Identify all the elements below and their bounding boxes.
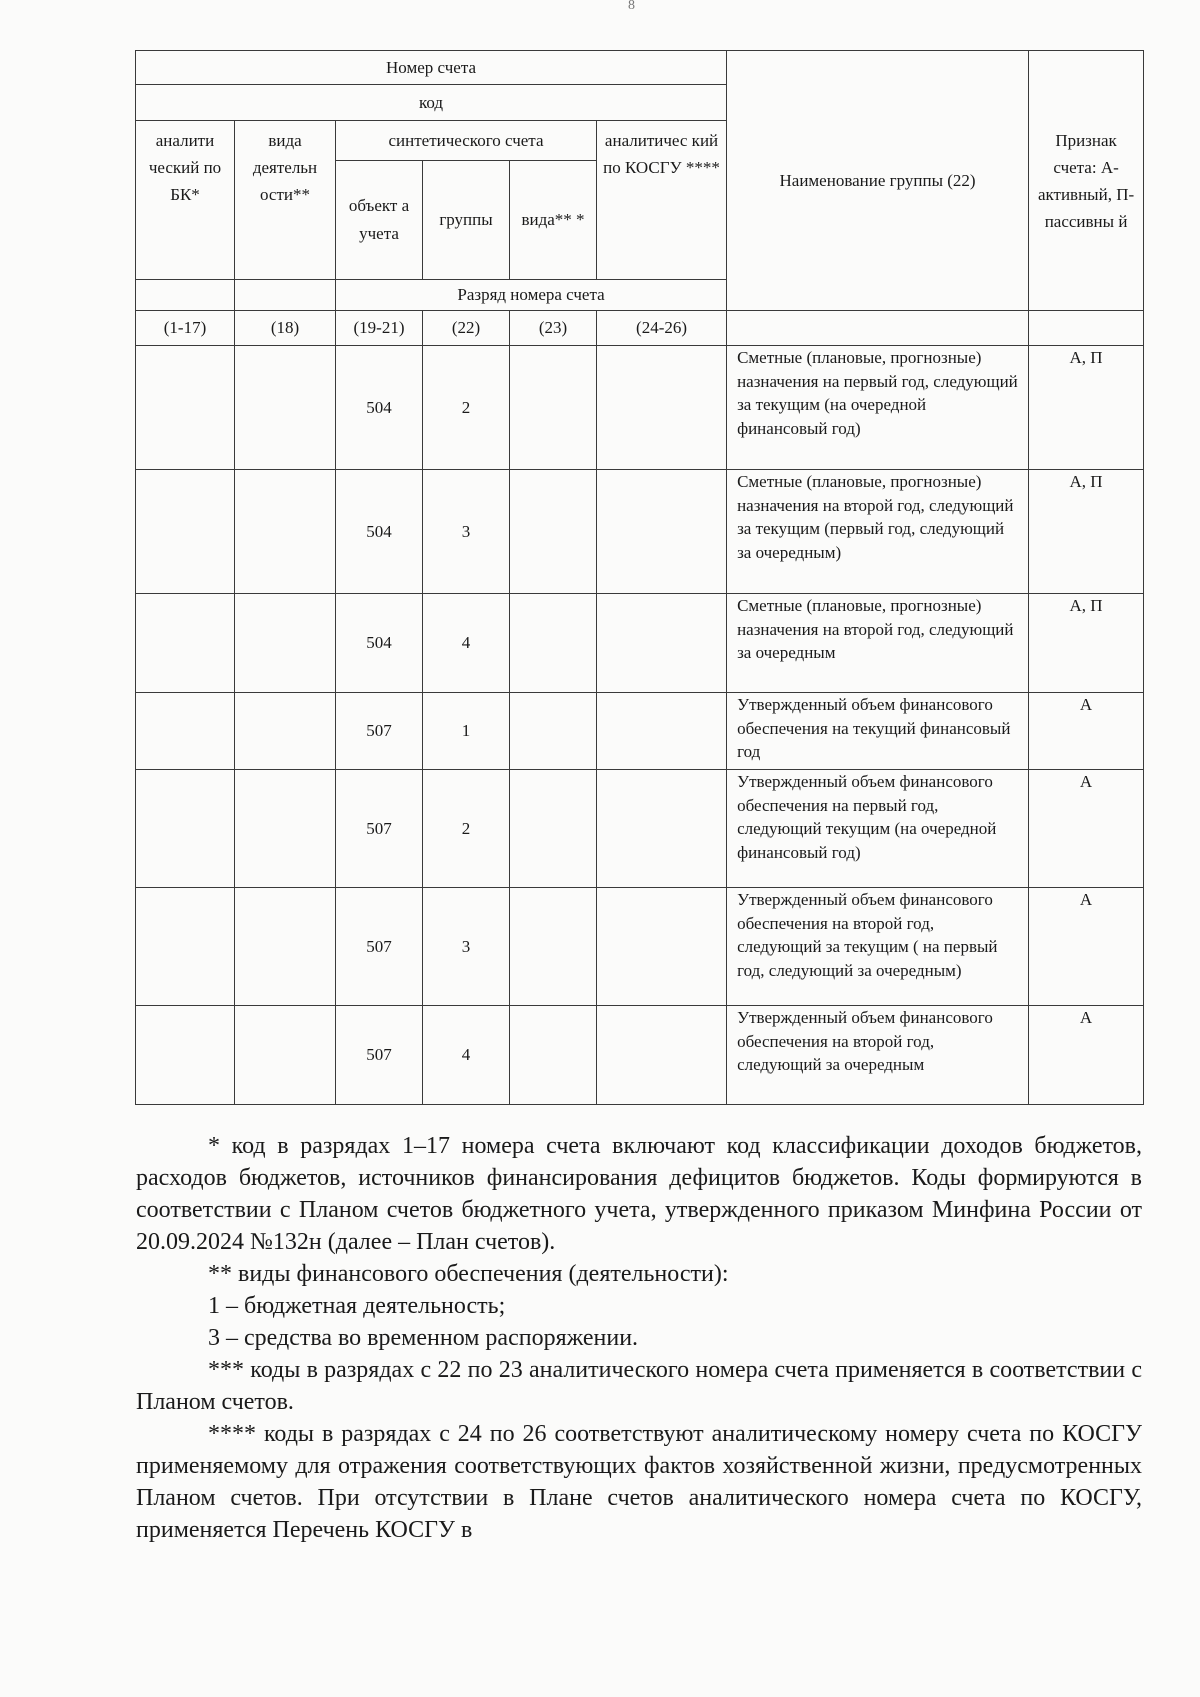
object-cell: 507: [336, 770, 423, 888]
digit-cell: (24-26): [597, 311, 727, 346]
header-blank-cell: [136, 280, 235, 311]
footnote: *** коды в разрядах с 22 по 23 аналитического номера счета применяется в соответствии с Планом счетов.: [136, 1357, 1142, 1415]
digit-cell: (23): [510, 311, 597, 346]
header-accounting-object: объект а учета: [336, 161, 423, 280]
footnote: ** виды финансового обеспечения (деятельности):: [208, 1261, 729, 1287]
group-cell: 4: [423, 1006, 510, 1105]
account-plan-table: [135, 50, 1144, 1105]
object-cell: 507: [336, 693, 423, 770]
sign-cell: А, П: [1029, 346, 1144, 470]
sign-cell: А: [1029, 888, 1144, 1006]
object-cell: 504: [336, 594, 423, 693]
footnotes: [136, 1130, 1142, 1546]
table-row: [136, 770, 1144, 888]
digit-cell: (1-17): [136, 311, 235, 346]
sign-cell: А, П: [1029, 470, 1144, 594]
footnote: **** коды в разрядах с 24 по 26 соответствуют аналитическому номеру счета по КОСГУ применяемому для отражения соответствующих фактов хозяйственной жизни, предусмотренных Планом счетов. При отсутствии в Плане счетов аналитического номера счета по КОСГУ, применяется Перечень КОСГУ в: [136, 1421, 1142, 1543]
page-number: 8: [628, 0, 635, 13]
footnote: 1 – бюджетная деятельность;: [208, 1293, 506, 1319]
group-name-cell: Утвержденный объем финансового обеспечения на текущий финансовый год: [727, 693, 1029, 770]
group-name-cell: Сметные (плановые, прогнозные) назначения на второй год, следующий за текущим (первый год, следующий за очередным): [727, 470, 1029, 594]
group-name-cell: Сметные (плановые, прогнозные) назначения на второй год, следующий за очередным: [727, 594, 1029, 693]
header-synthetic-account: синтетического счета: [336, 121, 597, 161]
header-account-number: Номер счета: [136, 51, 727, 85]
group-name-cell: Утвержденный объем финансового обеспечения на первый год, следующий текущим (на очередной финансовый год): [727, 770, 1029, 888]
table-row: [136, 470, 1144, 594]
sign-cell: А: [1029, 1006, 1144, 1105]
sign-cell: А, П: [1029, 594, 1144, 693]
header-digit-label: Разряд номера счета: [336, 280, 727, 311]
table-row: [136, 594, 1144, 693]
footnote: * код в разрядах 1–17 номера счета включают код классификации доходов бюджетов, расходов бюджетов, источников финансирования дефицитов бюджетов. Коды формируются в соответствии с Планом счетов бюджетного учета, утвержденного приказом Минфина России от 20.09.2024 №132н (далее – План счетов).: [136, 1133, 1142, 1255]
header-group-name: Наименование группы (22): [727, 51, 1029, 311]
header-analytic-bk: аналити ческий по БК*: [136, 121, 235, 280]
header-group: группы: [423, 161, 510, 280]
sign-cell: А: [1029, 770, 1144, 888]
object-cell: 507: [336, 1006, 423, 1105]
group-cell: 3: [423, 470, 510, 594]
group-cell: 3: [423, 888, 510, 1006]
digit-cell: (22): [423, 311, 510, 346]
digit-cell: [727, 311, 1029, 346]
group-cell: 1: [423, 693, 510, 770]
group-name-cell: Утвержденный объем финансового обеспечения на второй год, следующий за текущим ( на первый год, следующий за очередным): [727, 888, 1029, 1006]
header-account-sign: Признак счета: А- активный, П- пассивны й: [1029, 51, 1144, 311]
table-row: [136, 693, 1144, 770]
group-name-cell: Сметные (плановые, прогнозные) назначения на первый год, следующий за текущим (на очередной финансовый год): [727, 346, 1029, 470]
group-cell: 2: [423, 346, 510, 470]
table-row: [136, 346, 1144, 470]
object-cell: 507: [336, 888, 423, 1006]
sign-cell: А: [1029, 693, 1144, 770]
header-code: код: [136, 85, 727, 121]
object-cell: 504: [336, 346, 423, 470]
digit-cell: (18): [235, 311, 336, 346]
footnote: 3 – средства во временном распоряжении.: [208, 1325, 639, 1351]
header-activity-type: вида деятельн ости**: [235, 121, 336, 280]
header-blank-cell: [235, 280, 336, 311]
header-analytic-kosgu: аналитичес кий по КОСГУ ****: [597, 121, 727, 280]
group-cell: 2: [423, 770, 510, 888]
group-name-cell: Утвержденный объем финансового обеспечения на второй год, следующий за очередным: [727, 1006, 1029, 1105]
table-row: [136, 1006, 1144, 1105]
digit-cell: (19-21): [336, 311, 423, 346]
table-row: [136, 888, 1144, 1006]
digit-cell: [1029, 311, 1144, 346]
group-cell: 4: [423, 594, 510, 693]
object-cell: 504: [336, 470, 423, 594]
header-type: вида** *: [510, 161, 597, 280]
